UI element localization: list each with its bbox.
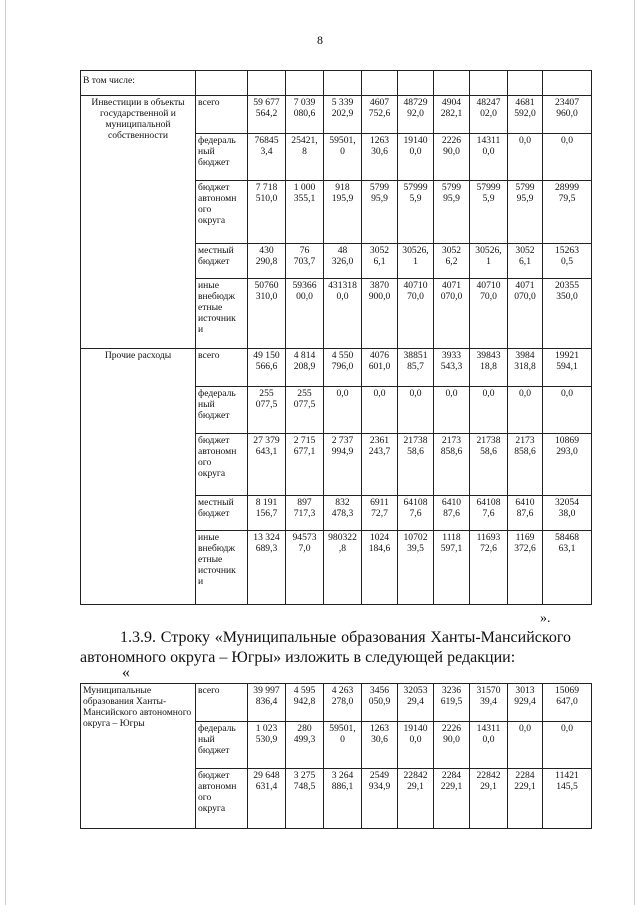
value-cell: 7 039 080,6 [286, 96, 324, 134]
group-name-cell: Инвестиции в объекты государственной и муниципальной собственности [81, 96, 196, 349]
value-cell: 14311 0,0 [470, 134, 508, 181]
value-cell: 0,0 [508, 387, 543, 434]
value-cell: 6911 72,7 [362, 496, 398, 531]
value-cell: 8 191 156,7 [248, 496, 286, 531]
value-cell: 25421, 8 [286, 134, 324, 181]
row-label-cell: федераль ный бюджет [196, 722, 248, 769]
value-cell: 2284 229,1 [508, 769, 543, 829]
row-label-cell: иные внебюдж етные источник и [196, 279, 248, 349]
value-cell: 15069 647,0 [543, 684, 592, 722]
value-cell: 3013 929,4 [508, 684, 543, 722]
value-cell: 2173 858,6 [508, 434, 543, 496]
value-cell: 4076 601,0 [362, 349, 398, 387]
value-cell: 38851 85,7 [398, 349, 434, 387]
value-cell: 3052 6,1 [362, 244, 398, 279]
value-cell: 58468 63,1 [543, 531, 592, 605]
value-cell: 255 077,5 [248, 387, 286, 434]
value-cell: 2226 90,0 [434, 722, 470, 769]
opening-quote: « [122, 664, 130, 681]
value-cell: 64108 7,6 [470, 496, 508, 531]
value-cell: 4681 592,0 [508, 96, 543, 134]
value-cell: 4071 070,0 [508, 279, 543, 349]
value-cell: 2284 229,1 [434, 769, 470, 829]
value-cell: 14311 0,0 [470, 722, 508, 769]
value-cell: 94573 7,0 [286, 531, 324, 605]
value-cell: 20355 350,0 [543, 279, 592, 349]
value-cell: 50760 310,0 [248, 279, 286, 349]
value-cell: 0,0 [543, 387, 592, 434]
paragraph-line-1: 1.3.9. Строку «Муниципальные образования Ханты-Мансийского [120, 629, 571, 646]
value-cell: 5799 95,9 [434, 181, 470, 244]
value-cell: 48729 92,0 [398, 96, 434, 134]
value-cell: 430 290,8 [248, 244, 286, 279]
value-cell: 49 150 566,6 [248, 349, 286, 387]
value-cell: 1 000 355,1 [286, 181, 324, 244]
table-row [81, 96, 592, 134]
value-cell: 0,0 [543, 722, 592, 769]
value-cell: 5799 95,9 [508, 181, 543, 244]
value-cell: 6410 87,6 [508, 496, 543, 531]
table-row-header [81, 71, 592, 96]
value-cell: 39 997 836,4 [248, 684, 286, 722]
row-label-cell: бюджет автономн ого округа [196, 769, 248, 829]
row-label-cell: всего [196, 96, 248, 134]
row-label-cell: бюджет автономн ого округа [196, 181, 248, 244]
value-cell: 0,0 [508, 722, 543, 769]
budget-table-2 [80, 683, 592, 829]
value-cell: 4904 282,1 [434, 96, 470, 134]
value-cell: 21738 58,6 [470, 434, 508, 496]
value-cell: 2 715 677,1 [286, 434, 324, 496]
value-cell: 11693 72,6 [470, 531, 508, 605]
value-cell: 23407 960,0 [543, 96, 592, 134]
group-name-cell: Муниципальные образования Ханты-Мансийского автономного округа – Югры [81, 684, 196, 829]
value-cell: 13 324 689,3 [248, 531, 286, 605]
row-label-cell: бюджет автономн ого округа [196, 434, 248, 496]
value-cell: 2549 934,9 [362, 769, 398, 829]
value-cell: 19140 0,0 [398, 722, 434, 769]
value-cell: 4071 070,0 [434, 279, 470, 349]
value-cell: 0,0 [543, 134, 592, 181]
value-cell: 19140 0,0 [398, 134, 434, 181]
value-cell: 28999 79,5 [543, 181, 592, 244]
value-cell: 30526, 1 [398, 244, 434, 279]
value-cell: 59 677 564,2 [248, 96, 286, 134]
value-cell: 4 595 942,8 [286, 684, 324, 722]
value-cell: 39843 18,8 [470, 349, 508, 387]
value-cell: 76845 3,4 [248, 134, 286, 181]
value-cell: 40710 70,0 [470, 279, 508, 349]
value-cell: 2 737 994,9 [324, 434, 362, 496]
value-cell: 980322 ,8 [324, 531, 362, 605]
value-cell: 57999 5,9 [470, 181, 508, 244]
header-cell: В том числе: [81, 71, 196, 96]
value-cell: 431318 0,0 [324, 279, 362, 349]
value-cell: 2173 858,6 [434, 434, 470, 496]
budget-table-1 [80, 70, 592, 605]
value-cell: 1169 372,6 [508, 531, 543, 605]
value-cell: 0,0 [434, 387, 470, 434]
table-row [81, 349, 592, 387]
value-cell: 22842 29,1 [398, 769, 434, 829]
value-cell: 31570 39,4 [470, 684, 508, 722]
value-cell: 897 717,3 [286, 496, 324, 531]
value-cell: 832 478,3 [324, 496, 362, 531]
value-cell: 1263 30,6 [362, 722, 398, 769]
value-cell: 3933 543,3 [434, 349, 470, 387]
value-cell: 6410 87,6 [434, 496, 470, 531]
row-label-cell: федераль ный бюджет [196, 387, 248, 434]
value-cell: 1024 184,6 [362, 531, 398, 605]
value-cell: 57999 5,9 [398, 181, 434, 244]
value-cell: 255 077,5 [286, 387, 324, 434]
value-cell: 3052 6,1 [508, 244, 543, 279]
value-cell: 4 814 208,9 [286, 349, 324, 387]
value-cell: 32053 29,4 [398, 684, 434, 722]
table-row [81, 684, 592, 722]
value-cell: 21738 58,6 [398, 434, 434, 496]
value-cell: 1 023 530,9 [248, 722, 286, 769]
value-cell: 40710 70,0 [398, 279, 434, 349]
value-cell: 3 264 886,1 [324, 769, 362, 829]
value-cell: 3456 050,9 [362, 684, 398, 722]
value-cell: 19921 594,1 [543, 349, 592, 387]
value-cell: 27 379 643,1 [248, 434, 286, 496]
value-cell: 15263 0,5 [543, 244, 592, 279]
value-cell: 0,0 [470, 387, 508, 434]
value-cell: 10702 39,5 [398, 531, 434, 605]
value-cell: 4 550 796,0 [324, 349, 362, 387]
row-label-cell: иные внебюдж етные источник и [196, 531, 248, 605]
value-cell: 0,0 [508, 134, 543, 181]
page-number: 8 [317, 33, 323, 47]
value-cell: 4 263 278,0 [324, 684, 362, 722]
closing-quote: ». [540, 611, 551, 626]
value-cell: 0,0 [398, 387, 434, 434]
paragraph-line-2: автономного округа – Югры» изложить в следующей редакции: [80, 649, 516, 666]
value-cell: 64108 7,6 [398, 496, 434, 531]
value-cell: 30526, 1 [470, 244, 508, 279]
value-cell: 4607 752,6 [362, 96, 398, 134]
group-name-cell: Прочие расходы [81, 349, 196, 605]
value-cell: 280 499,3 [286, 722, 324, 769]
row-label-cell: всего [196, 349, 248, 387]
value-cell: 1263 30,6 [362, 134, 398, 181]
value-cell: 2361 243,7 [362, 434, 398, 496]
value-cell: 3 275 748,5 [286, 769, 324, 829]
value-cell: 0,0 [362, 387, 398, 434]
value-cell: 5 339 202,9 [324, 96, 362, 134]
value-cell: 3984 318,8 [508, 349, 543, 387]
row-label-cell: местный бюджет [196, 496, 248, 531]
value-cell: 3052 6,2 [434, 244, 470, 279]
value-cell: 11421 145,5 [543, 769, 592, 829]
value-cell: 48247 02,0 [470, 96, 508, 134]
value-cell: 76 703,7 [286, 244, 324, 279]
value-cell: 32054 38,0 [543, 496, 592, 531]
value-cell: 7 718 510,0 [248, 181, 286, 244]
amendment-paragraph [80, 628, 571, 668]
value-cell: 59366 00,0 [286, 279, 324, 349]
row-label-cell: всего [196, 684, 248, 722]
value-cell: 918 195,9 [324, 181, 362, 244]
value-cell: 1118 597,1 [434, 531, 470, 605]
value-cell: 59501, 0 [324, 722, 362, 769]
row-label-cell: федераль ный бюджет [196, 134, 248, 181]
value-cell: 48 326,0 [324, 244, 362, 279]
value-cell: 0,0 [324, 387, 362, 434]
value-cell: 2226 90,0 [434, 134, 470, 181]
row-label-cell: местный бюджет [196, 244, 248, 279]
value-cell: 5799 95,9 [362, 181, 398, 244]
value-cell: 10869 293,0 [543, 434, 592, 496]
value-cell: 3236 619,5 [434, 684, 470, 722]
value-cell: 22842 29,1 [470, 769, 508, 829]
value-cell: 59501, 0 [324, 134, 362, 181]
value-cell: 3870 900,0 [362, 279, 398, 349]
value-cell: 29 648 631,4 [248, 769, 286, 829]
